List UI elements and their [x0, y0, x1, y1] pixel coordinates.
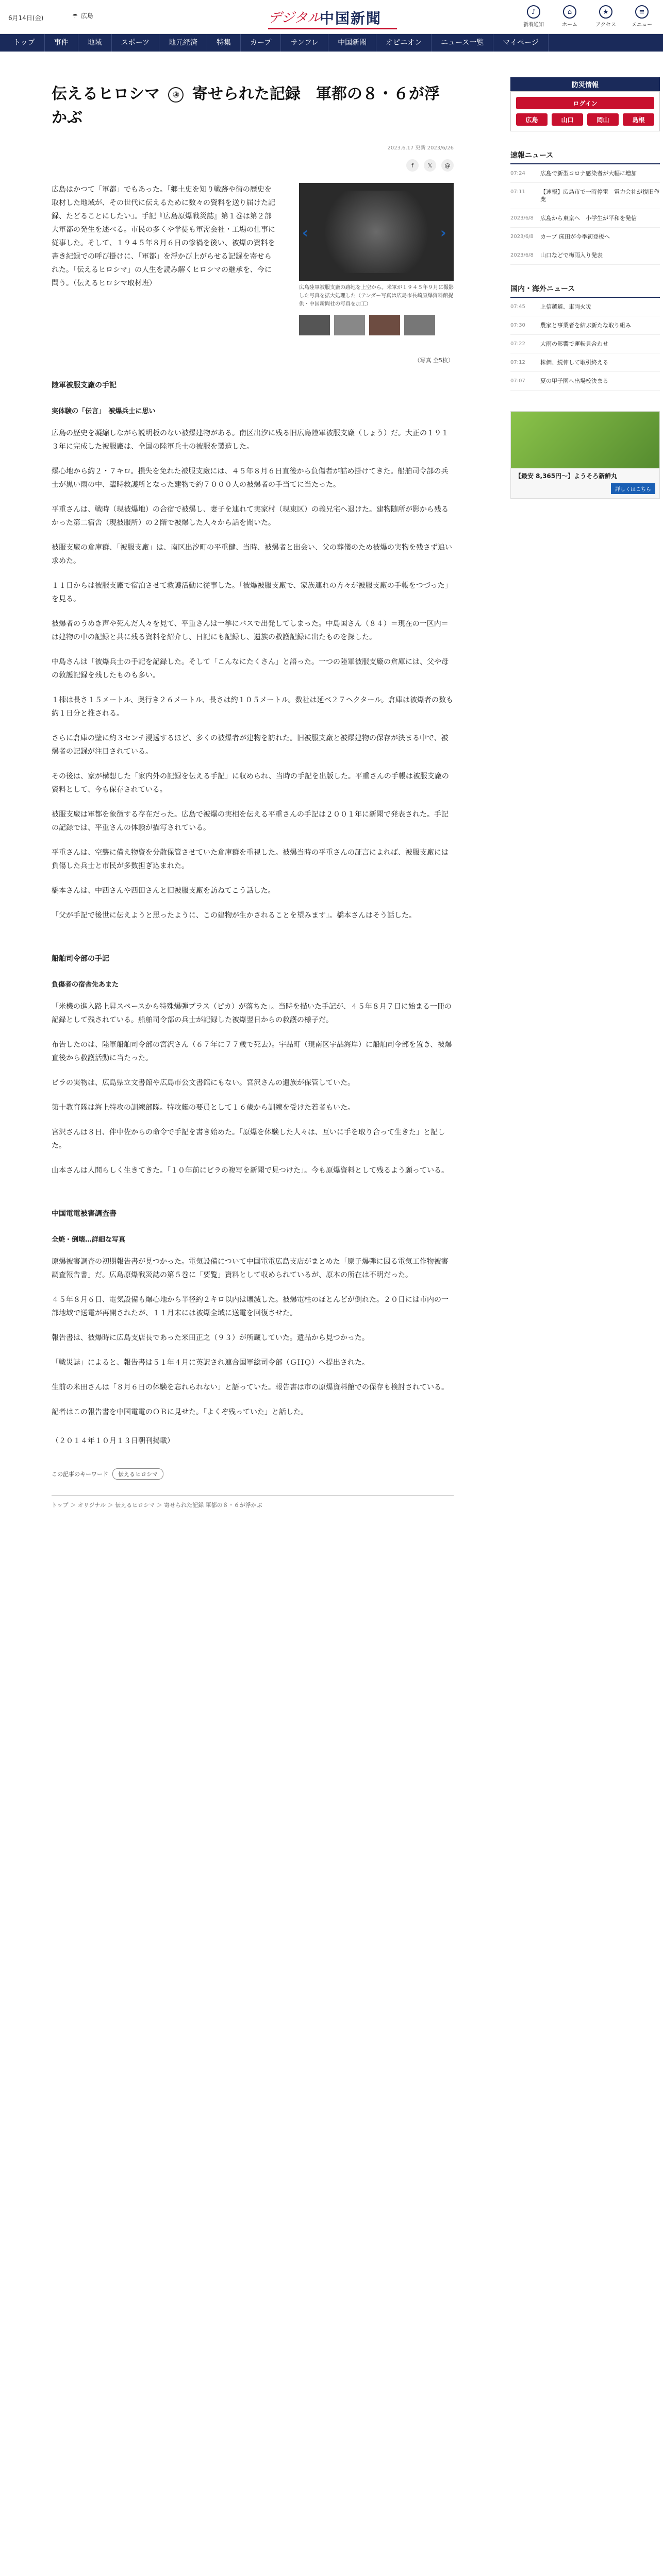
header-icon-button[interactable]	[590, 5, 622, 28]
lead-text: 広島はかつて「軍都」でもあった。「郷土史を知り戦跡や街の歴史を取材した地域が、その世代に伝えるために数々の資料を送り届けた記録、たどることにしたい」。手記『広島原爆戦災誌』第１巻は第２部大軍都の発生を述べる。市民の多くや学徒も軍需会社・工場の仕事に従事した。そして、１９４５年８月６日の惨禍を後い、被爆の資料を書き紀録での呼び掛けに、「軍都」を浮かび上がらせる記録を寄せられた。「伝えるヒロシマ」の人生を読み解くヒロシマの継承を、今に問う。（伝えるヒロシマ取材班）	[52, 185, 275, 287]
trend-icon: ★	[599, 5, 612, 19]
news-time: 07:24	[510, 171, 525, 176]
share-icon[interactable]: f	[406, 159, 419, 172]
nav-item[interactable]: 地域	[78, 34, 112, 52]
breadcrumb[interactable]: トップ ＞ オリジナル ＞ 伝えるヒロシマ ＞ 寄せられた記録 軍都の８・６が浮かぶ	[52, 1495, 454, 1509]
news-headline: 大雨の影響で運転見合わせ	[540, 341, 608, 347]
paragraph: 布告したのは、陸軍船舶司令部の宮沢さん（６７年に７７歳で死去）。宇品町（現南区宇品海岸）に船舶司令部を置き、被爆直後から救護活動に当たった。	[52, 1041, 452, 1062]
nav-item[interactable]: マイページ	[493, 34, 548, 52]
paragraph: 「戦災誌」によると、報告書は５１年４月に英訳され連合国軍総司令部（ＧＨＱ）へ提出された。	[52, 1359, 369, 1367]
paragraph: 山本さんは人間らしく生きてきた。「１０年前にビラの複写を新聞で見つけた」。今も原爆資料として残るよう願っている。	[52, 1166, 449, 1175]
menu-icon: ≡	[635, 5, 649, 19]
article-body-1	[52, 427, 454, 758]
logo-sub: デジタル	[268, 10, 321, 26]
login-button[interactable]: ログイン	[516, 97, 654, 109]
nav-item[interactable]: カープ	[241, 34, 281, 52]
news-time: 07:11	[510, 189, 525, 195]
news-time: 2023/6/8	[510, 234, 534, 240]
weather-widget[interactable]	[72, 11, 93, 20]
next-arrow-icon[interactable]: ›	[440, 224, 446, 241]
header-date: 6月14日(金)	[8, 14, 44, 22]
news-headline: 夏の甲子園へ出場校決まる	[540, 378, 608, 384]
share-buttons	[52, 159, 454, 172]
news-item[interactable]	[510, 298, 660, 316]
header-icon-button[interactable]	[626, 5, 658, 28]
news-item[interactable]	[510, 316, 660, 335]
photo-credit: （写真 全5枚）	[414, 357, 454, 364]
paragraph: 報告書は、被爆時に広島支店長であった米田正之（９３）が所蔵していた。遺品から見つかった。	[52, 1334, 369, 1342]
share-icon[interactable]: 𝕏	[424, 159, 436, 172]
news-time: 2023/6/8	[510, 215, 534, 221]
gallery-caption: 広島陸軍被服支廠の跡地を上空から。米軍が１９４５年９月に撮影した写真を拡大処理した（テンダー写真は広島市長崎原爆資料館提供・中国新聞社の写真を加工）	[299, 285, 454, 307]
news-item[interactable]	[510, 335, 660, 353]
paragraph: 宮沢さんは８日、伴中佐からの命令で手記を書き始めた。「原爆を体験した人々は、互いに手を取り合って生きた」と記した。	[52, 1128, 445, 1150]
news-headline: 広島で新型コロナ感染者が大幅に増加	[540, 170, 637, 177]
thumbnail[interactable]	[369, 315, 400, 335]
news-item[interactable]	[510, 246, 660, 265]
section-heading: 船舶司令部の手記	[52, 955, 109, 963]
header-icon-label: アクセス	[595, 22, 616, 28]
main-nav	[0, 34, 663, 52]
nav-item[interactable]: オピニオン	[376, 34, 432, 52]
nav-item[interactable]: 地元経済	[159, 34, 207, 52]
paragraph: 橋本さんは、中西さんや西田さんと旧被服支廠を訪ねてこう話した。	[52, 887, 275, 895]
home-icon: ⌂	[563, 5, 576, 19]
tags-label: この記事のキーワード	[52, 1471, 108, 1478]
latest-news-list	[510, 164, 660, 265]
news-headline: 広島から東京へ 小学生が平和を発信	[540, 215, 637, 222]
news-headline: 農家と事業者を結ぶ新たな取り組み	[540, 322, 631, 329]
paragraph: 「父が手記で後世に伝えようと思ったように、この建物が生かされることを望みます」。橋本さんはそう話した。	[52, 911, 416, 920]
weather-area: 広島	[80, 12, 93, 20]
news-headline: 上信越道、車両火災	[540, 303, 591, 310]
title-part-a: 伝えるヒロシマ	[52, 85, 160, 103]
share-icon[interactable]: @	[441, 159, 454, 172]
news-time: 07:45	[510, 304, 525, 310]
paragraph: さらに倉庫の壁に約３センチ浸透するほど、多くの被爆者が建物を訪れた。旧被服支廠と被爆建物の保存が決まる中で、被爆者の記録が注目されている。	[52, 734, 449, 756]
thumbnail[interactable]	[334, 315, 365, 335]
region-buttons	[516, 113, 654, 126]
sub-heading: 実体験の「伝言」 被爆兵士に思い	[52, 408, 156, 415]
paragraph: 記者はこの報告書を中国電電のＯＢに見せた。「よくぞ残っていた」と話した。	[52, 1408, 308, 1416]
news-time: 07:30	[510, 323, 525, 328]
paragraph: 生前の米田さんは「８月６日の体験を忘れられない」と語っていた。報告書は市の原爆資料館での保存も検討されている。	[52, 1383, 449, 1392]
header-icons	[518, 5, 658, 28]
header-icon-label: ホーム	[562, 22, 577, 28]
publication-note: （２０１４年１０月１３日朝刊掲載）	[52, 1437, 174, 1445]
nav-item[interactable]: サンフレ	[281, 34, 328, 52]
header-icon-button[interactable]	[554, 5, 586, 28]
nav-item[interactable]: トップ	[4, 34, 45, 52]
thumbnail[interactable]	[299, 315, 330, 335]
ad-more-button[interactable]: 詳しくはこちら	[611, 483, 655, 494]
paragraph: 爆心地から約２・７キロ。損失を免れた被服支廠には、４５年８月６日直後から負傷者が詰め掛けてきた。船舶司令部の兵士が黒い雨の中、臨時救護所となった建物で約７０００人の被爆者の手当てに当たった。	[52, 467, 449, 489]
sidebar	[510, 77, 660, 499]
header-icon-label: メニュー	[632, 22, 652, 28]
paragraph: 第十教育隊は海上特攻の訓練部隊。特攻艇の要員として１６歳から訓練を受けた若者もいた。	[52, 1104, 355, 1112]
prev-arrow-icon[interactable]: ‹	[302, 224, 308, 241]
photo-gallery	[299, 183, 454, 335]
paragraph: 被爆者のうめき声や死んだ人々を見て、平重さんは一挙にバスで出発してしまった。中島国さん（８４）＝現在の一区内＝は建物の中の記録と共に残る資料を紹介し、日記にも記録し、遺族の救護記録に出たものを探した。	[52, 620, 449, 641]
paragraph: １棟は長さ１５メートル、奥行き２６メートル、長さは約１０５メートル。数社は延べ２７ヘクタール。倉庫は被爆者の数も約１日分と推される。	[52, 696, 453, 718]
paragraph: ビラの実物は、広島県立文書館や広島市公文書館にもない。宮沢さんの遺族が保管していた。	[52, 1079, 355, 1087]
tag-chip[interactable]: 伝えるヒロシマ	[112, 1468, 163, 1480]
news-item[interactable]	[510, 164, 660, 183]
article-title	[52, 82, 454, 130]
header-icon-button[interactable]	[518, 5, 550, 28]
paragraph: 中島さんは「被爆兵士の手記を記録した。そして「こんなにたくさん」と語った。一つの陸軍被服支廠の倉庫には、父や母の救護記録を残したものも多い。	[52, 658, 449, 680]
article-main	[52, 52, 454, 1509]
news-headline: 山口などで梅雨入り発表	[540, 252, 603, 259]
paragraph: ４５年８月６日、電気設備も爆心地から半径約２キロ以内は壊滅した。被爆電柱のほとんどが倒れた。２０日には市内の一部地域で送電が再開されたが、１１月末には被爆全域に送電を回復させた。	[52, 1296, 449, 1317]
paragraph: 「米機の進入路上昇スペースから特殊爆弾ブラス（ピカ）が落ちた」。当時を描いた手記が、４５年８月７日に始まる一冊の記録として残されている。船舶司令部の兵士が記録した被爆翌日からの救護の様子だ。	[52, 1003, 452, 1024]
news-headline: カープ 床田が今季初登板へ	[540, 233, 610, 240]
article-body-3	[52, 1000, 454, 1177]
section-heading: 中国電電被害調査書	[52, 1210, 117, 1218]
paragraph: 平重さんは、空襲に備え物資を分散保管させていた倉庫群を重視した。被爆当時の平重さんの証言によれば、被服支廠には負傷した兵士と市民が多数担ぎ込まれた。	[52, 849, 449, 870]
sub-heading: 全焼・倒壊…詳細な写真	[52, 1236, 126, 1244]
section-heading: 陸軍被服支廠の手記	[52, 381, 117, 389]
article-body-4	[52, 1255, 454, 1419]
site-header	[0, 0, 663, 34]
title-number: ③	[168, 87, 184, 103]
region-button[interactable]: 岡山	[587, 113, 619, 126]
umbrella-icon: ☂	[72, 12, 78, 20]
gallery-main-photo[interactable]	[299, 183, 454, 281]
news-headline: 株価、続伸して取引終える	[540, 359, 608, 366]
nav-item[interactable]: スポーツ	[112, 34, 159, 52]
gallery-thumbnails	[299, 315, 454, 335]
article-lead	[52, 183, 454, 335]
news-time: 2023/6/8	[510, 252, 534, 258]
news-item[interactable]	[510, 209, 660, 228]
nav-item[interactable]: 中国新聞	[328, 34, 376, 52]
local-news-list	[510, 298, 660, 391]
logo-main: 中国新聞	[320, 10, 382, 27]
ad-caption: 【最安 8,365円〜】ようそろ新鮮丸	[515, 472, 618, 480]
news-time: 07:12	[510, 360, 525, 365]
ad-image	[511, 412, 659, 468]
paragraph: 被服支廠の倉庫群、「被服支廠」は、南区出汐町の平重健、当時、被爆者と出会い、父の葬儀のため被爆の実物を残さず追い求めた。	[52, 544, 452, 565]
site-logo[interactable]	[268, 7, 382, 27]
news-time: 07:22	[510, 341, 525, 347]
news-item[interactable]	[510, 372, 660, 391]
news-item[interactable]	[510, 228, 660, 246]
nav-item[interactable]: 特集	[207, 34, 241, 52]
news-time: 07:07	[510, 378, 525, 384]
news-item[interactable]	[510, 353, 660, 372]
paragraph: 広島の歴史を凝縮しながら説明板のない被爆建物がある。南区出汐に残る旧広島陸軍被服支廠（しょう）だ。大正の１９１３年に完成した被服廠は、全国の陸軍兵士の被服を製造した。	[52, 429, 449, 451]
latest-news-title: 速報ニュース	[510, 147, 660, 164]
paragraph: 被服支廠は軍都を象徴する存在だった。広島で被爆の実相を伝える平重さんの手記は２００１年に新聞で発表された。手記の記録では、平重さんの体験が描写されている。	[52, 810, 449, 832]
region-button[interactable]: 山口	[552, 113, 583, 126]
advertisement[interactable]	[510, 411, 660, 499]
paragraph: 原爆被害調査の初期報告書が見つかった。電気設備について中国電電広島支店がまとめた「原子爆弾に因る電気工作物被害調査報告書」だ。広島原爆戦災誌の第５巻に「要覧」資料として収められているが、原本の所在は不明だった。	[52, 1258, 449, 1279]
header-icon-label: 新着通知	[523, 22, 544, 28]
region-button[interactable]: 広島	[516, 113, 548, 126]
nav-item[interactable]: ニュース一覧	[432, 34, 493, 52]
news-headline: 【速報】広島市で一時停電 電力会社が復旧作業	[540, 189, 659, 203]
paragraph: 平重さんは、戦時（現被爆地）の合宿で被爆し、妻子を連れて実家村（現東区）の義兄宅へ退けた。建物随所が影から残るかった第二宿舎（現被服所）の２階で被爆した人々から話を聞いた。	[52, 505, 449, 527]
region-button[interactable]: 島根	[623, 113, 654, 126]
paragraph: その後は、家が構想した「家内外の記録を伝える手記」に収められ、当時の手記を出版した。平重さんの手帳は被服支廠の資料として、今も保存されている。	[52, 772, 449, 794]
logo-underline	[268, 28, 397, 29]
news-item[interactable]	[510, 183, 660, 209]
local-news-title: 国内・海外ニュース	[510, 280, 660, 298]
disaster-info-header[interactable]: 防災情報	[510, 77, 660, 91]
sub-heading: 負傷者の宿舎先あまた	[52, 981, 119, 989]
nav-item[interactable]: 事件	[45, 34, 78, 52]
region-box	[510, 91, 660, 131]
thumbnail[interactable]	[404, 315, 435, 335]
paragraph: １１日からは被服支廠で宿泊させて救護活動に従事した。「被爆被服支廠で、家族連れの方々が被服支廠の手帳をつづった」を見る。	[52, 582, 452, 603]
article-body-2	[52, 770, 454, 922]
article-meta: 2023.6.17 更新 2023/6/26	[387, 145, 454, 151]
bell-icon: ♪	[527, 5, 540, 19]
keyword-tags	[52, 1468, 454, 1480]
aerial-photo	[314, 191, 438, 273]
title-part-b: 寄せられた記録 軍都の８・６が浮かぶ	[52, 85, 440, 127]
